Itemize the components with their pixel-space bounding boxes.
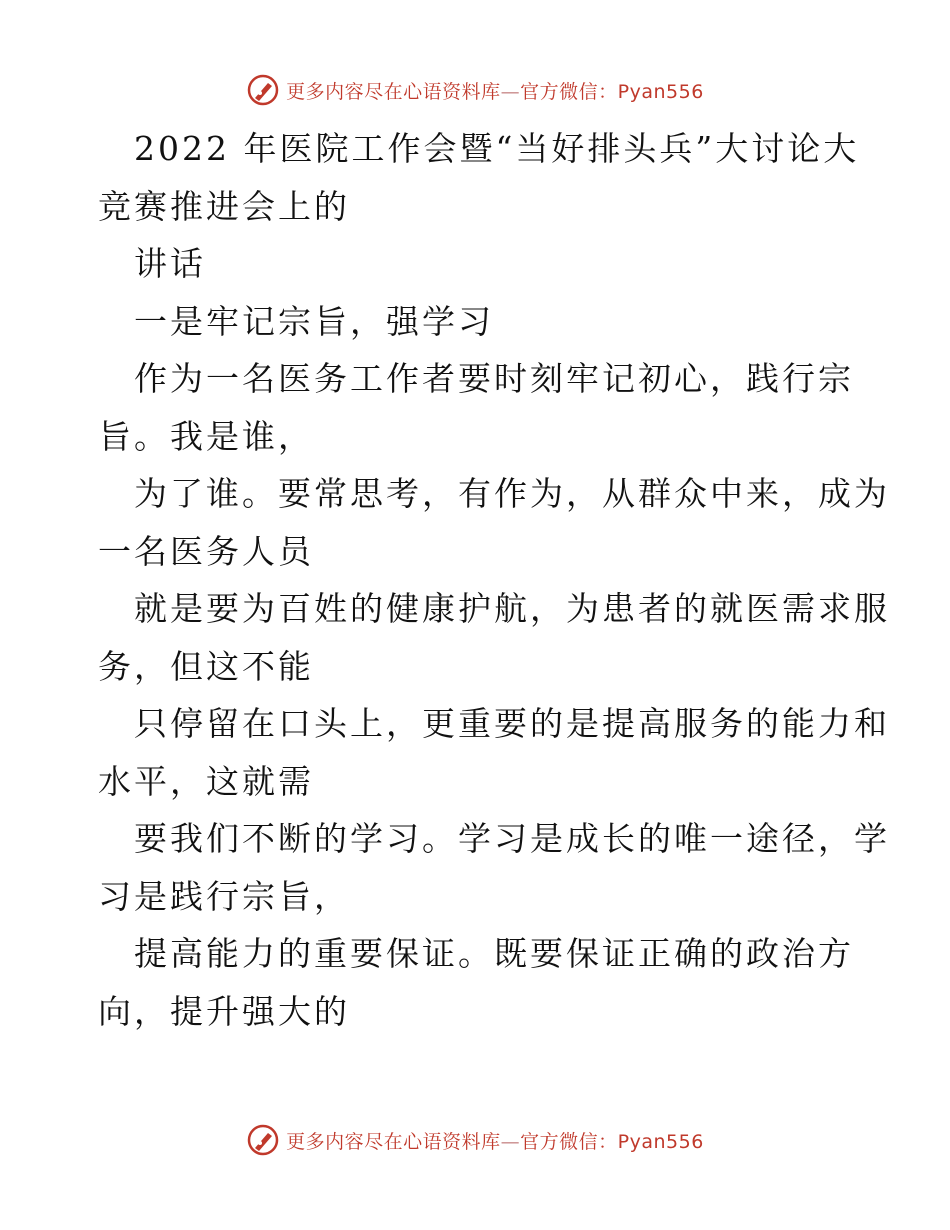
document-body (98, 120, 890, 1040)
text-line: 讲话 (134, 244, 206, 283)
text-line: 2022 年医院工作会暨“当好排头兵”大讨论大 (134, 129, 860, 168)
banner-text (286, 77, 704, 104)
banner-dash: — (500, 80, 521, 103)
text-line: 旨。我是谁， (98, 416, 314, 456)
text-line: 就是要为百姓的健康护航，为患者的就医需求服 (134, 589, 890, 628)
text-line: 要我们不断的学习。学习是成长的唯一途径，学 (134, 819, 890, 858)
banner-dash: — (500, 1130, 521, 1153)
header-banner (0, 70, 950, 110)
text-line: 习是践行宗旨， (98, 876, 350, 916)
text-line: 一是牢记宗旨，强学习 (134, 301, 494, 341)
text-line: 作为一名医务工作者要时刻牢记初心，践行宗 (134, 359, 854, 398)
text-line: 为了谁。要常思考，有作为，从群众中来，成为 (134, 474, 890, 513)
pen-nib-circle-logo-icon (246, 1123, 280, 1157)
banner-text-right: 官方微信：Pyan556 (520, 80, 704, 103)
banner-text-left: 更多内容尽在心语资料库 (286, 1130, 501, 1153)
footer-banner (0, 1120, 950, 1160)
text-line: 务，但这不能 (98, 646, 314, 686)
text-line: 一名医务人员 (98, 531, 314, 571)
banner-text (286, 1127, 704, 1154)
banner-text-right: 官方微信：Pyan556 (520, 1130, 704, 1153)
text-line: 向，提升强大的 (98, 991, 350, 1031)
text-line: 水平，这就需 (98, 761, 314, 801)
text-line: 提高能力的重要保证。既要保证正确的政治方 (134, 934, 854, 973)
banner-text-left: 更多内容尽在心语资料库 (286, 80, 501, 103)
pen-nib-circle-logo-icon (246, 73, 280, 107)
text-line: 竞赛推进会上的 (98, 186, 350, 226)
text-line: 只停留在口头上，更重要的是提高服务的能力和 (134, 704, 890, 743)
